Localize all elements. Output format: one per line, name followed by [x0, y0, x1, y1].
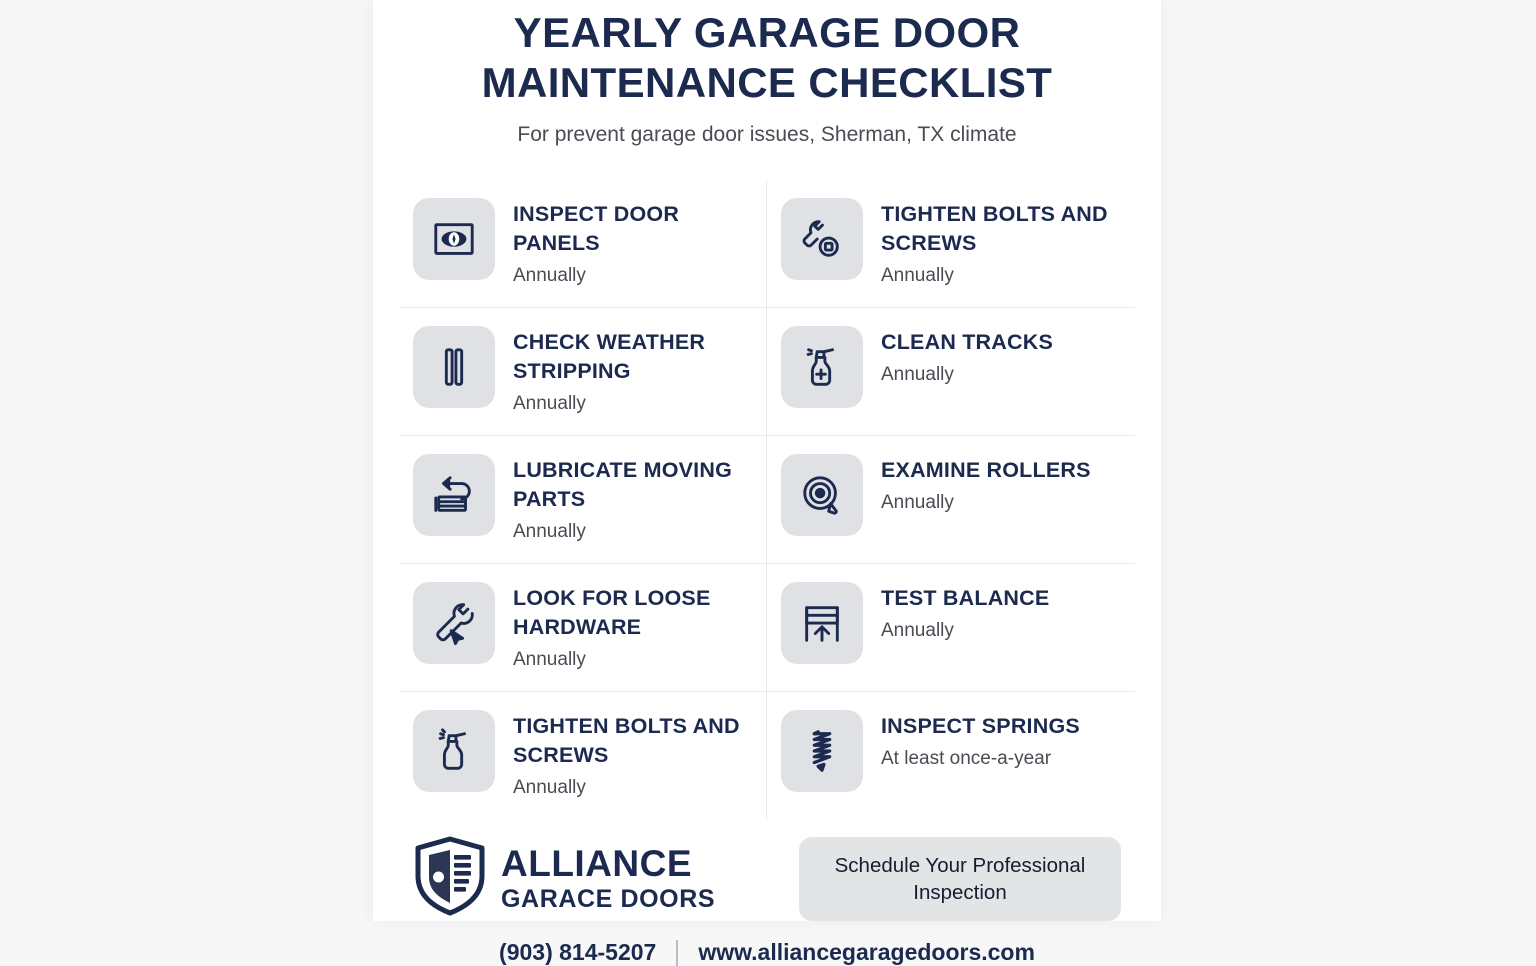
checklist-item[interactable]: [399, 564, 767, 692]
checklist-item-title: TEST BALANCE: [881, 586, 1050, 610]
wrench-cursor-icon: [413, 582, 495, 664]
door-arrow-lubricate-icon: [413, 454, 495, 536]
phone-number[interactable]: (903) 814-5207: [499, 939, 657, 965]
door-up-arrow-icon: [781, 582, 863, 664]
checklist-item-frequency: Annually: [513, 777, 586, 798]
checklist-item-title: TIGHTEN BOLTS AND SCREWS: [513, 714, 740, 767]
checklist-item-frequency: Annually: [881, 492, 954, 513]
checklist-item[interactable]: [399, 180, 767, 308]
website-link[interactable]: www.alliancegaragedoors.com: [698, 939, 1035, 965]
checklist-item[interactable]: [767, 564, 1135, 692]
page-title-line-2: MAINTENANCE CHECKLIST: [481, 59, 1053, 106]
door-panel-eye-icon: [413, 198, 495, 280]
checklist-item[interactable]: [767, 308, 1135, 436]
checklist-item-title: INSPECT DOOR PANELS: [513, 202, 680, 255]
brand-name: ALLIANCE: [501, 842, 693, 884]
spray-bottle-icon: [413, 710, 495, 792]
canvas-left-margin: [0, 0, 373, 921]
checklist-item[interactable]: [767, 180, 1135, 308]
schedule-inspection-button[interactable]: Schedule Your Professional Inspection: [799, 837, 1121, 921]
canvas-right-margin: [1161, 0, 1536, 921]
checklist-item-title: CLEAN TRACKS: [881, 330, 1054, 354]
checklist-item-title: LOOK FOR LOOSE HARDWARE: [513, 586, 711, 639]
page-title: [399, 8, 1135, 108]
checklist-item[interactable]: [399, 436, 767, 564]
checklist-item-frequency: Annually: [513, 649, 586, 670]
checklist-item-frequency: Annually: [881, 364, 954, 385]
page-subtitle: For prevent garage door issues, Sherman, TX climate: [517, 123, 1017, 146]
brand-tagline: GARACE DOORS: [501, 884, 716, 913]
checklist-item-frequency: Annually: [513, 393, 586, 414]
spray-bottle-icon: [781, 326, 863, 408]
checklist-item-frequency: At least once-a-year: [881, 748, 1052, 769]
spring-coil-icon: [781, 710, 863, 792]
checklist-grid: [399, 180, 1135, 820]
checklist-item-frequency: Annually: [513, 521, 586, 542]
checklist-item-frequency: Annually: [881, 265, 954, 286]
checklist-item-title: EXAMINE ROLLERS: [881, 458, 1091, 482]
checklist-item-frequency: Annually: [513, 265, 586, 286]
contact-separator: [676, 940, 678, 966]
checklist-item-title: INSPECT SPRINGS: [881, 714, 1080, 738]
page-title-line-1: YEARLY GARAGE DOOR: [513, 9, 1021, 56]
weather-strip-bars-icon: [413, 326, 495, 408]
checklist-item[interactable]: [767, 692, 1135, 820]
checklist-item-title: LUBRICATE MOVING PARTS: [513, 458, 732, 511]
checklist-item[interactable]: [399, 692, 767, 820]
checklist-item[interactable]: [767, 436, 1135, 564]
brand-logo: [413, 836, 715, 921]
poster-header: [399, 0, 1135, 148]
roller-target-icon: [781, 454, 863, 536]
checklist-item-title: TIGHTEN BOLTS AND SCREWS: [881, 202, 1108, 255]
checklist-item[interactable]: [399, 308, 767, 436]
checklist-item-title: CHECK WEATHER STRIPPING: [513, 330, 706, 383]
poster-footer: [399, 836, 1135, 921]
wrench-bolt-icon: [781, 198, 863, 280]
shield-door-icon: [413, 836, 487, 921]
checklist-item-frequency: Annually: [881, 620, 954, 641]
contact-bar: [399, 939, 1135, 966]
poster-card: [373, 0, 1161, 965]
